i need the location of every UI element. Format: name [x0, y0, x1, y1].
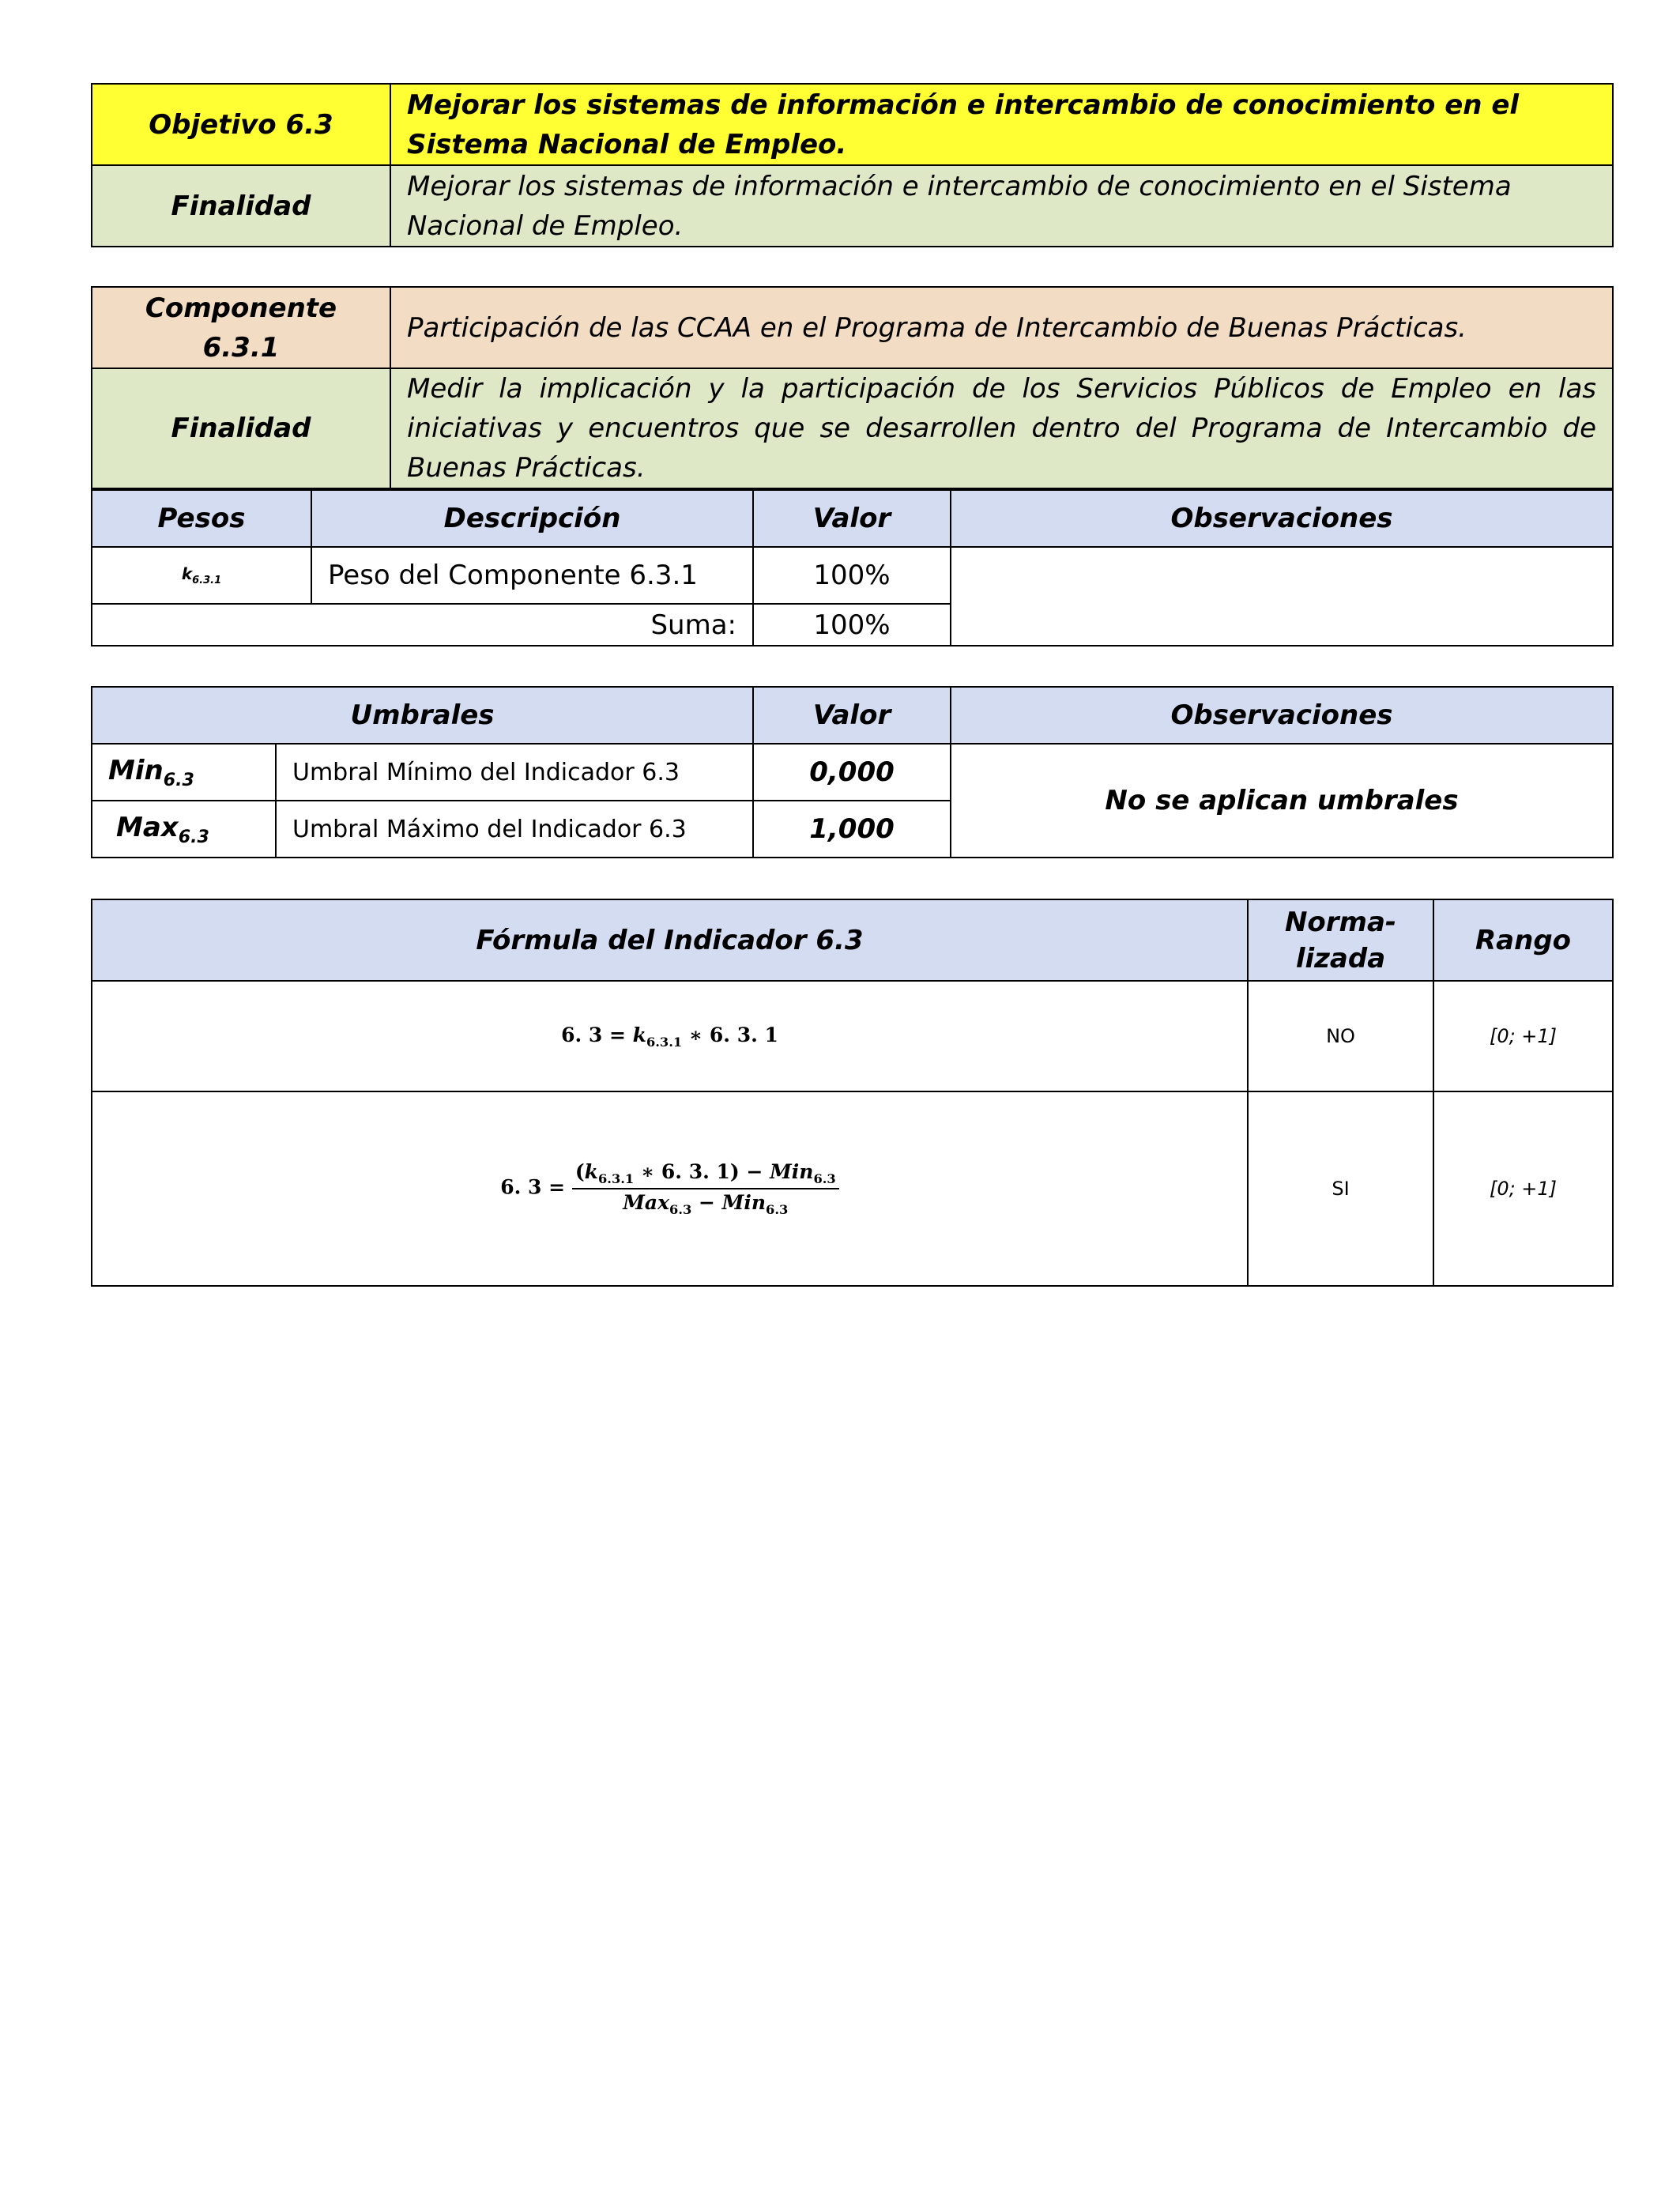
umbrales-observaciones: No se aplican umbrales	[951, 744, 1613, 858]
valor-header: Valor	[753, 490, 951, 547]
umbrales-observaciones-header: Observaciones	[951, 687, 1613, 744]
objetivo-finalidad-text: Mejorar los sistemas de información e intercambio de conocimiento en el Sistema Nacional de Empleo.	[390, 165, 1613, 247]
formula-normalizada: 6. 3 = $\frac{(k_{6.3.1} ∗ 6. 3. 1) - Min_{6.3}}{Max_{6.3} - Min_{6.3}}$	[92, 1091, 1248, 1286]
observaciones-header: Observaciones	[951, 490, 1613, 547]
objetivo-table	[91, 83, 1614, 247]
umbrales-header: Umbrales	[92, 687, 753, 744]
objetivo-finalidad-label: Finalidad	[92, 165, 390, 247]
objetivo-text: Mejorar los sistemas de información e intercambio de conocimiento en el Sistema Nacional de Empleo.	[390, 84, 1613, 165]
componente-text: Participación de las CCAA en el Programa de Intercambio de Buenas Prácticas.	[390, 287, 1613, 368]
pesos-header: Pesos	[92, 490, 311, 547]
max-valor: 1,000	[753, 801, 951, 858]
min-valor: 0,000	[753, 744, 951, 801]
umbrales-valor-header: Valor	[753, 687, 951, 744]
formula-denominator: Max$_{6.3}$ − Min$_{6.3}$	[623, 1191, 789, 1217]
rango-simple: [0; +1]	[1433, 981, 1613, 1091]
formula-fraction	[572, 1160, 839, 1217]
componente-label-line2: 6.3.1	[202, 331, 280, 364]
pesos-table	[91, 489, 1614, 647]
pesos-observaciones	[951, 547, 1613, 646]
peso-descripcion: Peso del Componente 6.3.1	[311, 547, 753, 604]
formula-numerator: ($k_{6.3.1}$ ∗ 6. 3. 1) − Min$_{6.3}$	[572, 1160, 839, 1189]
min-descripcion: Umbral Mínimo del Indicador 6.3	[276, 744, 753, 801]
suma-valor: 100%	[753, 604, 951, 646]
formula-simple: 6. $3 = k_{6.3.1}$ ∗ 6. 3. 1	[92, 981, 1248, 1091]
descripcion-header: Descripción	[311, 490, 753, 547]
formula-header: Fórmula del Indicador 6.3	[92, 899, 1248, 981]
componente-finalidad-label: Finalidad	[92, 368, 390, 488]
componente-finalidad-text: Medir la implicación y la participación de los Servicios Públicos de Empleo en las iniciativas y encuentros que se desarrollen dentro del Programa de Intercambio de Buenas Prácticas.	[390, 368, 1613, 488]
min-symbol: Min$_{6.3}$	[92, 744, 276, 801]
normalizada-no: NO	[1248, 981, 1433, 1091]
objetivo-label: Objetivo 6.3	[92, 84, 390, 165]
formula-table	[91, 899, 1614, 1287]
suma-label: Suma:	[92, 604, 753, 646]
umbrales-table	[91, 686, 1614, 858]
normalizada-header: Norma- lizada	[1248, 899, 1433, 981]
componente-label-line1: Componente	[145, 292, 337, 324]
rango-header: Rango	[1433, 899, 1613, 981]
peso-valor: 100%	[753, 547, 951, 604]
normalizada-si: SI	[1248, 1091, 1433, 1286]
rango-normalizada: [0; +1]	[1433, 1091, 1613, 1286]
max-symbol: Max$_{6.3}$	[92, 801, 276, 858]
peso-symbol: $k_{6.3.1}$	[92, 547, 311, 604]
max-descripcion: Umbral Máximo del Indicador 6.3	[276, 801, 753, 858]
componente-label	[92, 287, 390, 368]
componente-table	[91, 286, 1614, 489]
